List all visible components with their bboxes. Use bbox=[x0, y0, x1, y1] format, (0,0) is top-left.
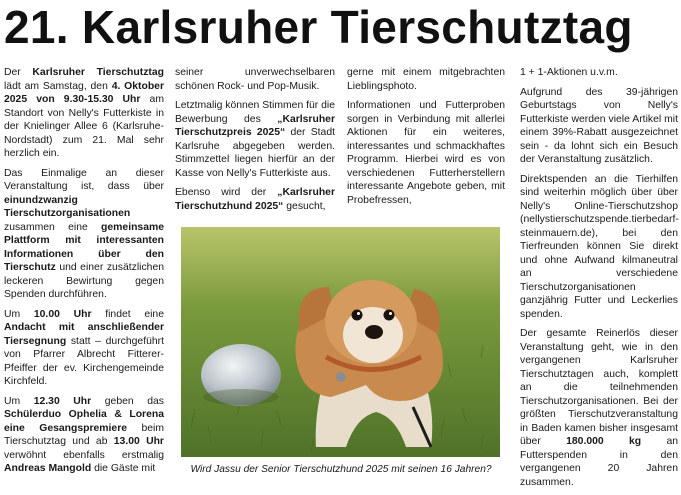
paragraph bbox=[175, 99, 335, 180]
text-run: Um bbox=[4, 308, 34, 320]
paragraph bbox=[4, 167, 164, 302]
text-run: gerne mit einem mitgebrachten Lieblingsphoto. bbox=[347, 67, 505, 92]
text-run: Das Einmalige an dieser Veranstaltung ist, dass über bbox=[4, 167, 164, 192]
text-run: statt – durchgeführt von Pfarrer Albrecht Fitterer-Pfeiffer der ev. Kirchengemeinde Kirchfeld. bbox=[4, 335, 164, 387]
paragraph bbox=[175, 66, 335, 93]
text-run: Letztmalig können Stimmen für die Bewerbung des bbox=[175, 100, 335, 125]
bold-text: einundzwanzig Tierschutzorganisationen bbox=[4, 194, 131, 219]
text-run: an Futterspenden in den vergangenen 20 Jahren zusammen. bbox=[520, 436, 678, 488]
text-run: Der bbox=[4, 67, 33, 78]
paragraph bbox=[520, 173, 678, 322]
text-run: verwöhnt ebenfalls erstmalig bbox=[4, 449, 164, 461]
text-run: am Standort von Nelly's Futterkiste in der Knielinger Allee 6 (Karlsruhe-Nordstadt) zum 21. Mal sehr herzlich ein. bbox=[4, 94, 164, 159]
text-column-2 bbox=[175, 66, 335, 219]
text-run: Ebenso wird der bbox=[175, 187, 278, 198]
text-run: 1 + 1-Aktionen u.v.m. bbox=[520, 67, 618, 78]
paragraph bbox=[520, 66, 678, 80]
article-headline: 21. Karlsruher Tierschutztag bbox=[4, 1, 633, 53]
bold-text: 180.000 kg bbox=[566, 436, 642, 447]
paragraph bbox=[175, 186, 335, 213]
paragraph bbox=[4, 66, 164, 161]
text-run: findet eine bbox=[91, 308, 164, 320]
paragraph bbox=[520, 327, 678, 489]
paragraph bbox=[520, 86, 678, 167]
bold-text: Schülerduo Ophelia & Lorena eine Gesangspremiere bbox=[4, 409, 164, 434]
text-run: zusammen eine bbox=[4, 221, 102, 233]
bold-text: Karlsruher Tierschutztag bbox=[32, 67, 164, 78]
text-run: der Stadt Karlsruhe abgegeben werden. Stimmzettel liegen hierfür an der Kasse von Nelly's Futterkiste aus. bbox=[175, 127, 335, 179]
text-run: seiner unverwechselbaren schönen Rock- und Pop-Musik. bbox=[175, 67, 335, 92]
text-column-3 bbox=[347, 66, 505, 213]
text-column-4 bbox=[520, 66, 678, 495]
bold-text: 10.00 Uhr bbox=[33, 308, 92, 320]
paragraph bbox=[4, 308, 164, 389]
text-run: und einer zusätzlichen leckeren Bewirtung gegen Spenden durchführen. bbox=[4, 262, 164, 300]
text-run: Um bbox=[4, 395, 34, 407]
paragraph bbox=[347, 66, 505, 93]
bold-text: Andreas Mangold bbox=[4, 463, 92, 474]
text-run: lädt am Samstag, den bbox=[4, 80, 112, 92]
text-run: gesucht, bbox=[283, 200, 326, 212]
text-run: Direktspenden an die Tierhilfen sind weiterhin möglich über über Nelly's Online-Tierschutzshop (nellystierschutzspende.tierbedarf-steinmauern.de), bei den Tierfreunden können Sie direkt und ohne Aufwand kilmaneutral an verschiedene Tierschutzorganisationen ganzjährig Futter und Leckerlies spenden. bbox=[520, 173, 679, 320]
dog-photo bbox=[181, 227, 500, 457]
bold-text: gemeinsame Plattform mit interessanten Informationen über den Tierschutz bbox=[4, 221, 164, 273]
bold-text: 13.00 Uhr bbox=[113, 436, 164, 447]
bold-text: „Karlsruher Tierschutzhund 2025“ bbox=[175, 187, 335, 212]
text-run: Aufgrund des 39-jährigen Geburtstags von Nelly's Futterkiste werden viele Artikel mit einem 39%-Rabatt ausgezeichnet sein - da lohnt sich ein Besuch der Veranstaltung zusätzlich. bbox=[520, 86, 678, 165]
paragraph bbox=[347, 99, 505, 207]
text-column-1 bbox=[4, 66, 164, 482]
photo-caption: Wird Jassu der Senior Tierschutzhund 2025 mit seinen 16 Jahren? bbox=[190, 464, 492, 475]
bold-text: 4. Oktober 2025 von 9.30-15.30 Uhr bbox=[4, 80, 165, 105]
text-run: Der gesamte Reinerlös dieser Veranstaltung geht, wie in den vergangenen Karlsruher Tierschutztagen auch, komplett an die teilnehmenden Tierschutzorganisationen. Bei der größten Tierschutzveranstaltung in Baden kamen bisher insgesamt über bbox=[520, 328, 678, 447]
bold-text: Andacht mit anschließender Tiersegnung bbox=[4, 322, 164, 347]
text-run: beim Tierschutztag und ab bbox=[4, 422, 164, 447]
text-run: Informationen und Futterproben sorgen in Verbindung mit allerlei Aktionen für ein weiteres, interessantes und schmackhaftes Programm. Hierbei wird es von verschiedenen Futterherstellern interessante Angebote geben, mit Probefressen, bbox=[347, 100, 505, 206]
bold-text: „Karlsruher Tierschutzpreis 2025“ bbox=[175, 113, 335, 138]
text-run: die Gäste mit bbox=[91, 463, 156, 474]
text-run: geben das bbox=[91, 395, 164, 407]
paragraph bbox=[4, 395, 164, 476]
bold-text: 12.30 Uhr bbox=[33, 395, 92, 407]
